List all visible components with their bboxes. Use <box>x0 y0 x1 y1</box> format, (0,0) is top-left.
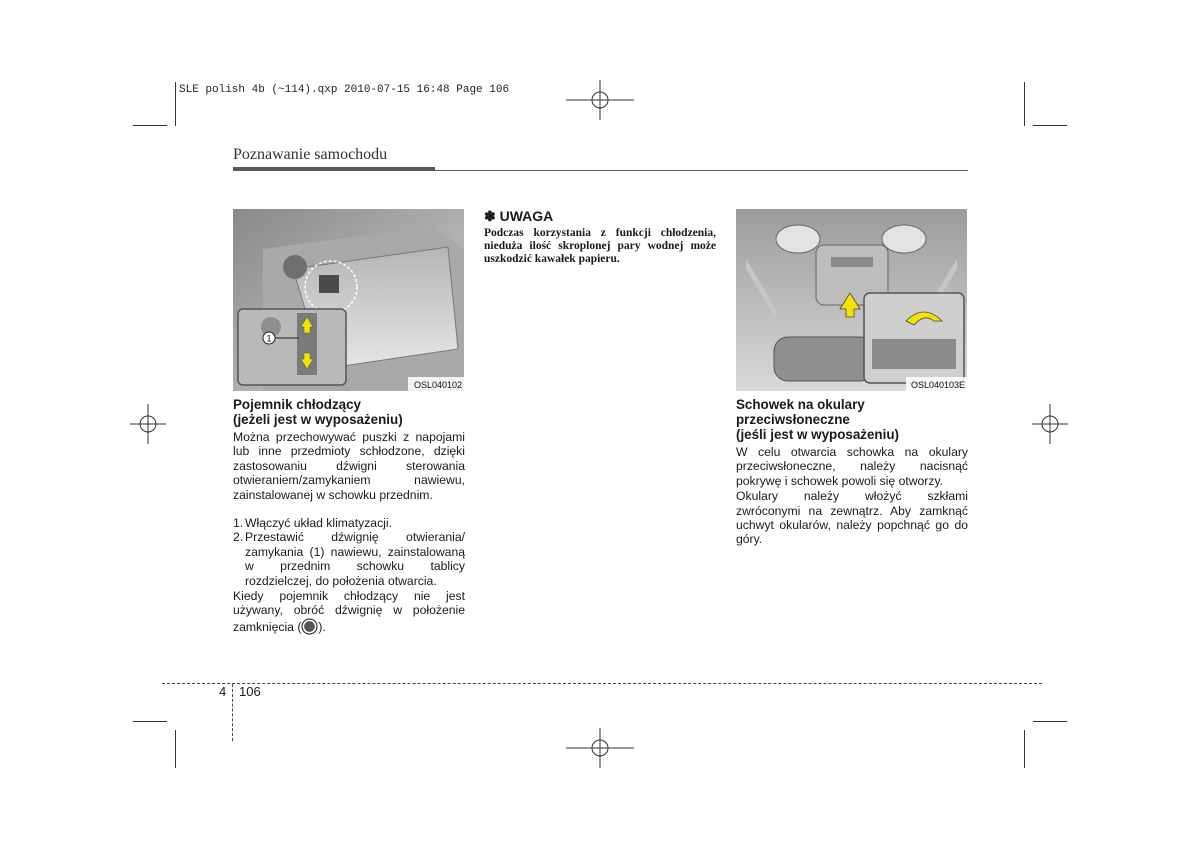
note-box <box>484 208 716 266</box>
section-heading: Schowek na okulary przeciwsłoneczne (jeśli jest w wyposażeniu) <box>736 397 899 442</box>
registration-mark-icon <box>1032 404 1068 444</box>
cool-box-lever-photo <box>233 209 464 391</box>
paragraph: Można przechowywać puszki z napojami lub inne przedmioty schłodzone, dzięki zastosowaniu dźwigni sterowania otwieraniem/zamykaniem nawiewu, zainstalowanej w schowku przednim. <box>233 430 465 502</box>
sunglass-holder-photo <box>736 209 967 391</box>
list-item: 2. Przestawić dźwignię otwierania/ zamykania (1) nawiewu, zainstalowaną w przednim schowku tablicy rozdzielczej, do położenia otwarcia. <box>233 530 465 588</box>
closed-position-icon <box>301 618 318 635</box>
crop-mark-top-left-h <box>133 125 167 126</box>
section-heading: Pojemnik chłodzący (jeżeli jest w wyposażeniu) <box>233 397 403 427</box>
print-slug-line: SLE polish 4b (~114).qxp 2010-07-15 16:48 Page 106 <box>179 84 510 96</box>
footer-dashed-divider <box>232 684 233 741</box>
list-item: 1. Włączyć układ klimatyzacji. <box>233 516 392 531</box>
header-rule-thin <box>435 170 968 171</box>
figure-code: OSL040102 <box>413 380 462 390</box>
crop-mark-top-left-v <box>175 82 176 126</box>
note-title: ✽ UWAGA <box>484 208 554 224</box>
crop-mark-bottom-right-v <box>1024 730 1025 768</box>
crop-mark-bottom-left-v <box>175 730 176 768</box>
chapter-number: 4 <box>219 684 227 699</box>
header-rule-thick <box>233 167 435 171</box>
crop-mark-bottom-left-h <box>133 721 167 722</box>
registration-mark-icon <box>566 80 634 120</box>
sunglass-holder-section <box>736 397 968 547</box>
crop-mark-top-right-h <box>1033 125 1067 126</box>
footer-dashed-rule <box>162 683 1042 684</box>
registration-mark-icon <box>566 728 634 768</box>
registration-mark-icon <box>130 404 166 444</box>
paragraph: Kiedy pojemnik chłodzący nie jest używany, obróć dźwignię w położenie zamknięcia ( ). <box>233 589 465 634</box>
cool-box-section <box>233 397 465 635</box>
figure-code: OSL040103E <box>910 380 965 390</box>
paragraph: Okulary należy włożyć szkłami zwróconymi na zewnątrz. Aby zamknąć uchwyt okularów, należy popchnąć go do góry. <box>736 489 968 547</box>
section-title: Poznawanie samochodu <box>233 146 388 163</box>
page-number: 106 <box>239 684 261 699</box>
crop-mark-bottom-right-h <box>1033 721 1067 722</box>
crop-mark-top-right-v <box>1024 82 1025 126</box>
paragraph: W celu otwarcia schowka na okulary przeciwsłoneczne, należy nacisnąć pokrywę i schowek powoli się otworzy. <box>736 445 968 488</box>
note-body: Podczas korzystania z funkcji chłodzenia, nieduża ilość skroplonej pary wodnej może uszkodzić kawałek papieru. <box>484 227 716 265</box>
callout-number: 1 <box>266 333 272 344</box>
